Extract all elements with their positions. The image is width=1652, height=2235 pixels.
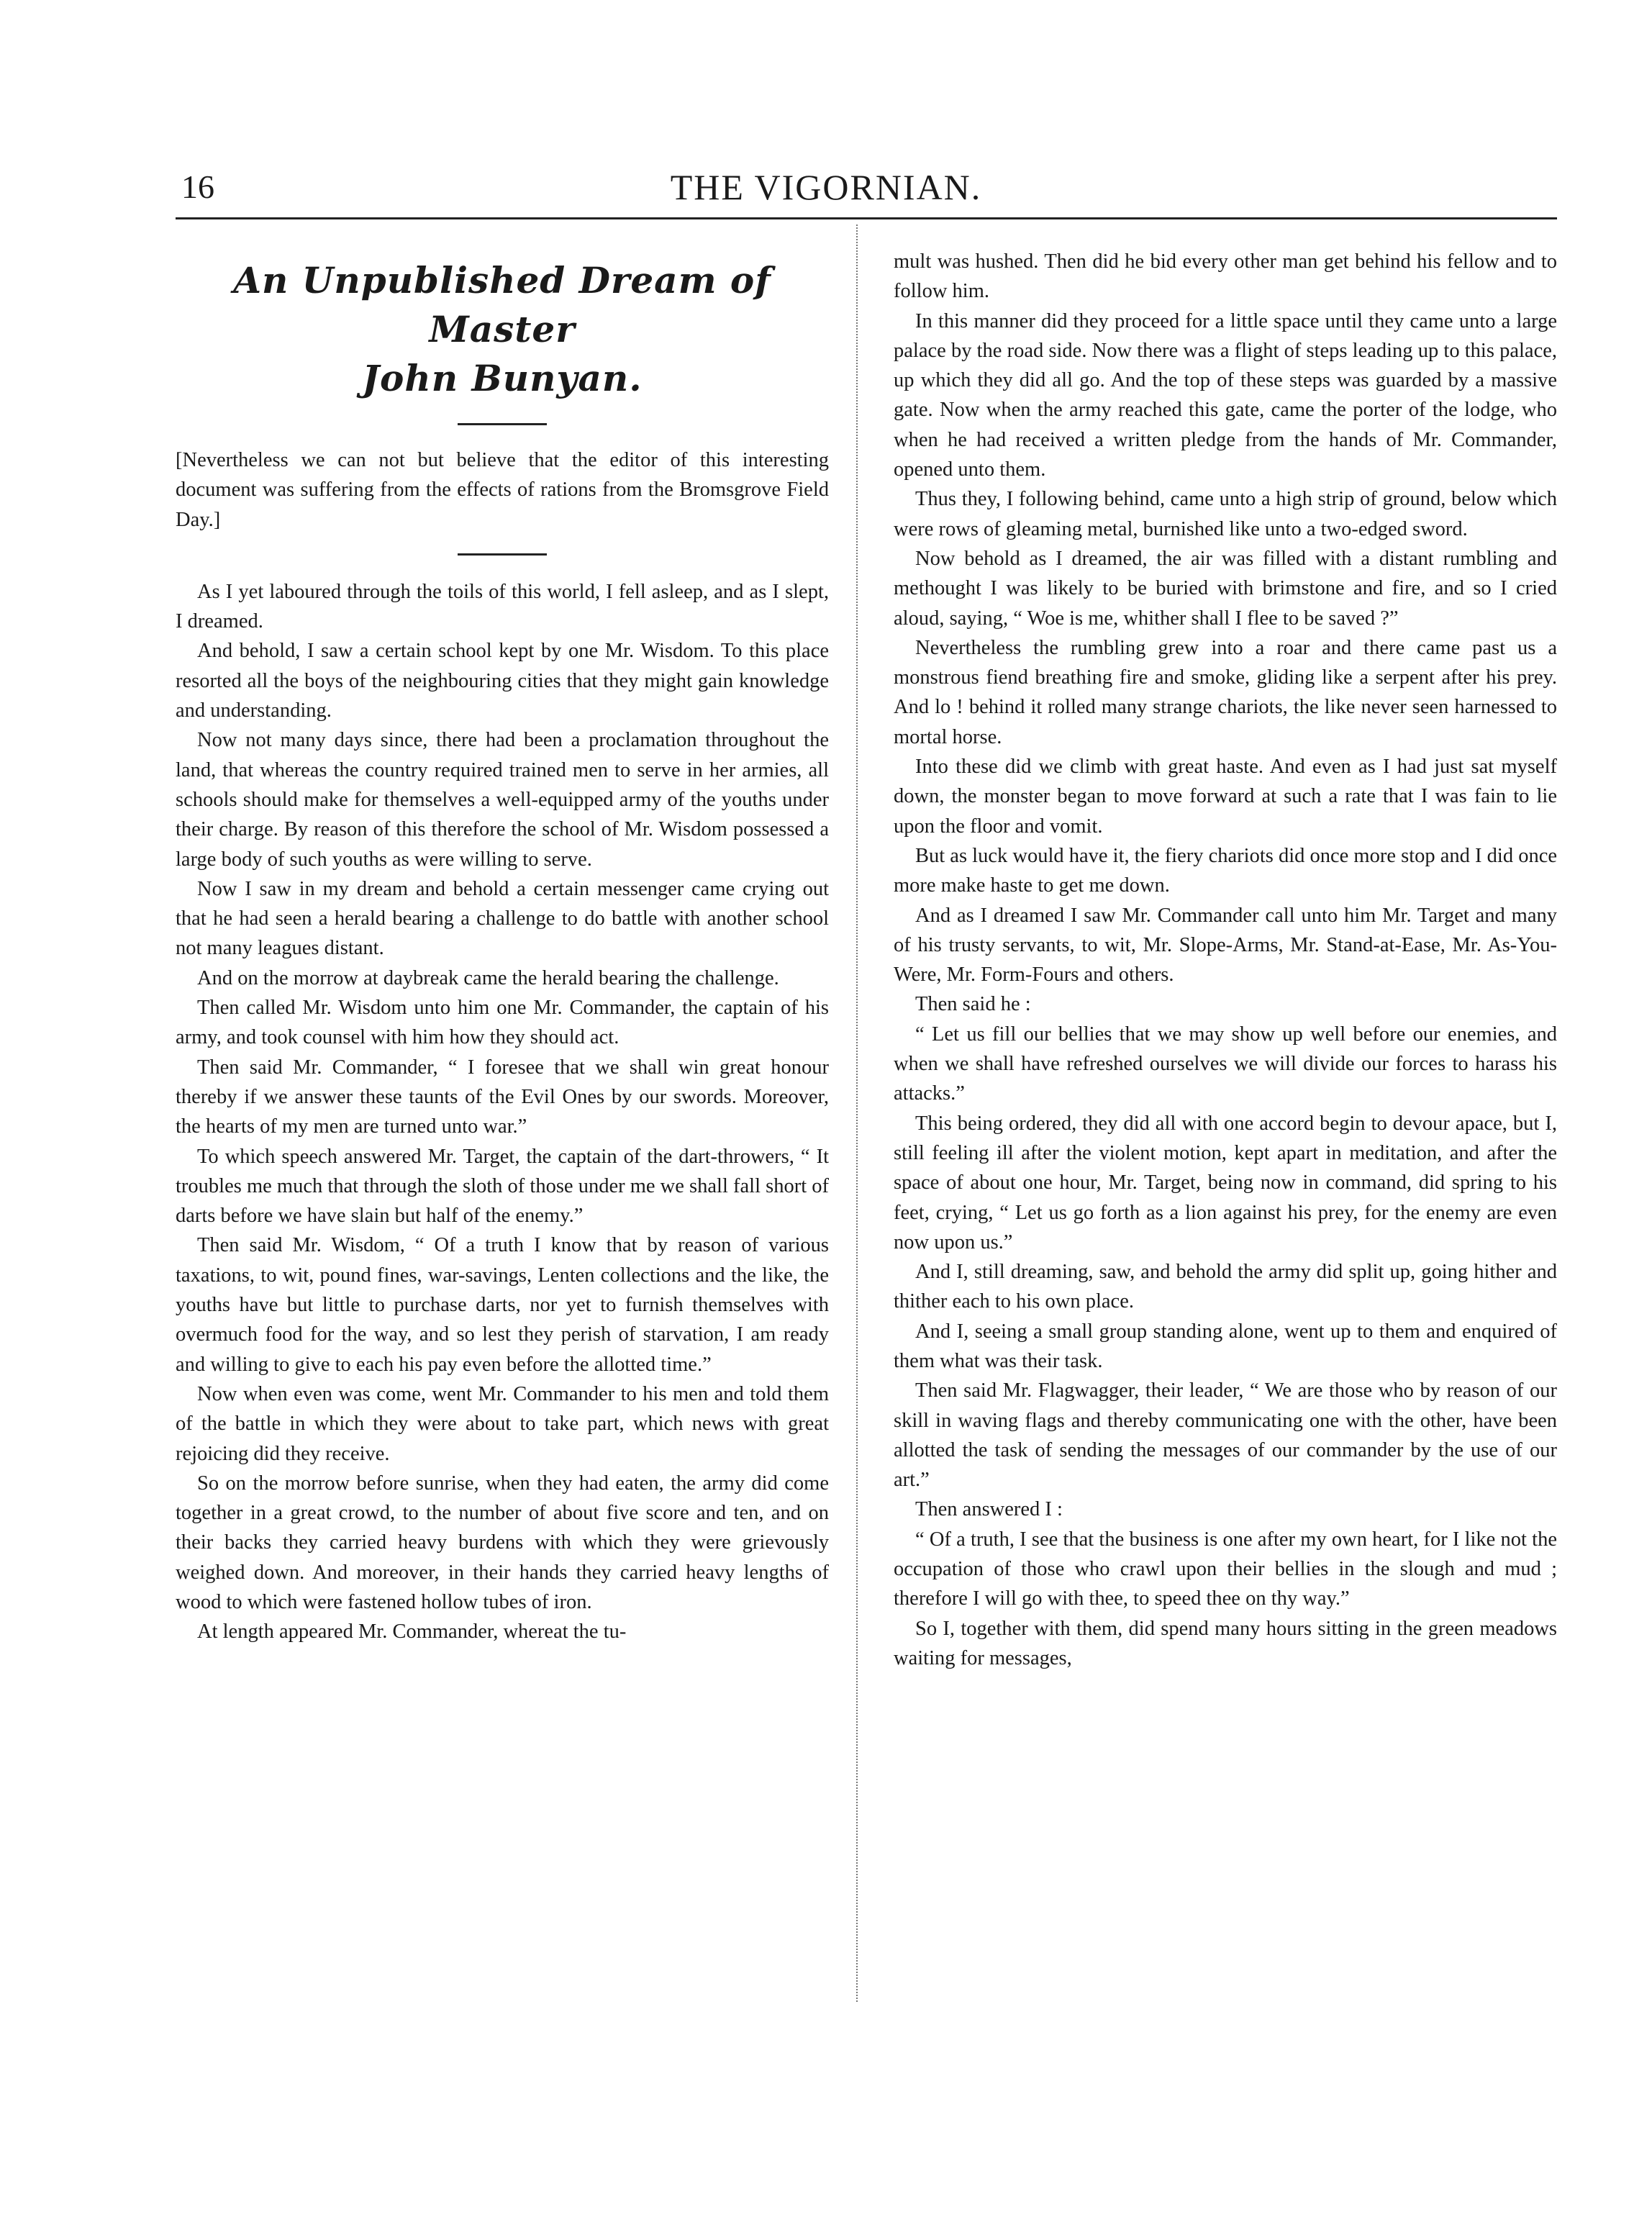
paragraph: Into these did we climb with great haste. And even as I had just sat myself down, the monster began to move forward at such a rate that I was fain to lie upon the floor and vomit. (894, 756, 1557, 838)
paragraph: At length appeared Mr. Commander, whereat the tu- (197, 1620, 627, 1644)
paragraph: To which speech answered Mr. Target, the captain of the dart-throwers, “ It troubles me much that through the sloth of those under me we shall fall short of darts before we have slain but half of the enemy.” (176, 1145, 829, 1228)
header-rule (176, 217, 1557, 219)
right-column (894, 247, 1557, 1673)
paragraph: Then said Mr. Commander, “ I foresee that we shall win great honour thereby if we answer these taunts of the Evil Ones by our swords. Moreover, the hearts of my men are turned unto war.” (176, 1056, 829, 1138)
paragraph: This being ordered, they did all with one accord begin to devour apace, but I, still feeling ill after the violent motion, kept apart in meditation, and after the space of about one hour, Mr. Target, being now in command, did spring to his feet, crying, “ Let us go forth as a lion against his prey, for the enemy are even now upon us.” (894, 1112, 1557, 1253)
paragraph: So I, together with them, did spend many hours sitting in the green meadows waiting for messages, (894, 1617, 1557, 1669)
paragraph: Now not many days since, there had been a proclamation throughout the land, that whereas the country required trained men to serve in her armies, all schools should make for themselves a well-equipped army of the youths under their charge. By reason of this therefore the school of Mr. Wisdom possessed a large body of such youths as were willing to serve. (176, 729, 829, 871)
paragraph: Nevertheless the rumbling grew into a roar and there came past us a monstrous fiend breathing fire and smoke, gliding like a serpent after his prey. And lo ! behind it rolled many strange chariots, the like never seen harnessed to mortal horse. (894, 636, 1557, 748)
paragraph: “ Let us fill our bellies that we may show up well before our enemies, and when we shall have refreshed ourselves we will divide our forces to harass his attacks.” (894, 1023, 1557, 1105)
paragraph: Then called Mr. Wisdom unto him one Mr. Commander, the captain of his army, and took counsel with him how they should act. (176, 997, 829, 1049)
paragraph: And I, still dreaming, saw, and behold the army did split up, going hither and thither each to his own place. (894, 1261, 1557, 1313)
journal-title: THE VIGORNIAN. (670, 167, 982, 207)
paragraph: As I yet laboured through the toils of this world, I fell asleep, and as I slept, I dreamed. (176, 580, 829, 633)
page-number: 16 (181, 168, 214, 205)
paragraph: Then said Mr. Wisdom, “ Of a truth I know that by reason of various taxations, to wit, pound fines, war-savings, Lenten collections and the like, the youths have but little to purchase darts, nor yet to furnish themselves with overmuch food for the way, and so lest they perish of starvation, I am ready and willing to give to each his pay even before the allotted time.” (176, 1234, 829, 1376)
paragraph: And I, seeing a small group standing alone, went up to them and enquired of them what was their task. (894, 1320, 1557, 1372)
title-rule (458, 423, 547, 425)
editorial-note: [Nevertheless we can not but believe that the editor of this interesting document was suffering from the effects of rations from the Bromsgrove Field Day.] (176, 449, 829, 531)
paragraph: “ Of a truth, I see that the business is one after my own heart, for I like not the occupation of those who crawl upon their bellies in the slough and mud ; therefore I will go with thee, to speed thee on thy way.” (894, 1528, 1557, 1610)
article-title-line-2: John Bunyan. (362, 357, 643, 399)
note-rule (458, 553, 547, 556)
paragraph: Now when even was come, went Mr. Commander to his men and told them of the battle in which they were about to take part, which news with great rejoicing did they receive. (176, 1382, 829, 1465)
paragraph: Now behold as I dreamed, the air was filled with a distant rumbling and methought I was likely to be buried with brimstone and fire, and so I cried aloud, saying, “ Woe is me, whither shall I flee to be saved ?” (894, 547, 1557, 630)
column-divider (856, 225, 858, 2002)
paragraph: Then said he : (915, 993, 1031, 1016)
paragraph: Thus they, I following behind, came unto a high strip of ground, below which were rows of gleaming metal, burnished like unto a two-edged sword. (894, 488, 1557, 540)
paragraph: And as I dreamed I saw Mr. Commander call unto him Mr. Target and many of his trusty servants, to wit, Mr. Slope-Arms, Mr. Stand-at-Ease, Mr. As-You-Were, Mr. Form-Fours and others. (894, 904, 1557, 987)
paragraph: So on the morrow before sunrise, when they had eaten, the army did come together in a great crowd, to the number of about five score and ten, and on their backs they carried heavy burdens with which they were grievously weighed down. And moreover, in their hands they carried heavy lengths of wood to which were fastened hollow tubes of iron. (176, 1472, 829, 1613)
paragraph: mult was hushed. Then did he bid every other man get behind his fellow and to follow him. (894, 250, 1557, 303)
paragraph: Then answered I : (915, 1498, 1063, 1521)
left-column (176, 256, 829, 1647)
article-title-line-1: An Unpublished Dream of Master (233, 259, 771, 350)
paragraph: And behold, I saw a certain school kept by one Mr. Wisdom. To this place resorted all the boys of the neighbouring cities that they might gain knowledge and understanding. (176, 640, 829, 722)
paragraph: And on the morrow at daybreak came the herald bearing the challenge. (197, 966, 779, 989)
paragraph: In this manner did they proceed for a little space until they came unto a large palace by the road side. Now there was a flight of steps leading up to this palace, up which they did all go. And the top of these steps was guarded by a massive gate. Now when the army reached this gate, came the porter of the lodge, who when he had received a written pledge from the hands of Mr. Commander, opened unto them. (894, 309, 1557, 481)
paragraph: But as luck would have it, the fiery chariots did once more stop and I did once more make haste to get me down. (894, 844, 1557, 897)
paragraph: Then said Mr. Flagwagger, their leader, “ We are those who by reason of our skill in waving flags and thereby communicating one with the other, have been allotted the task of sending the messages of our commander by the use of our art.” (894, 1379, 1557, 1492)
paragraph: Now I saw in my dream and behold a certain messenger came crying out that he had seen a herald bearing a challenge to do battle with another school not many leagues distant. (176, 877, 829, 960)
